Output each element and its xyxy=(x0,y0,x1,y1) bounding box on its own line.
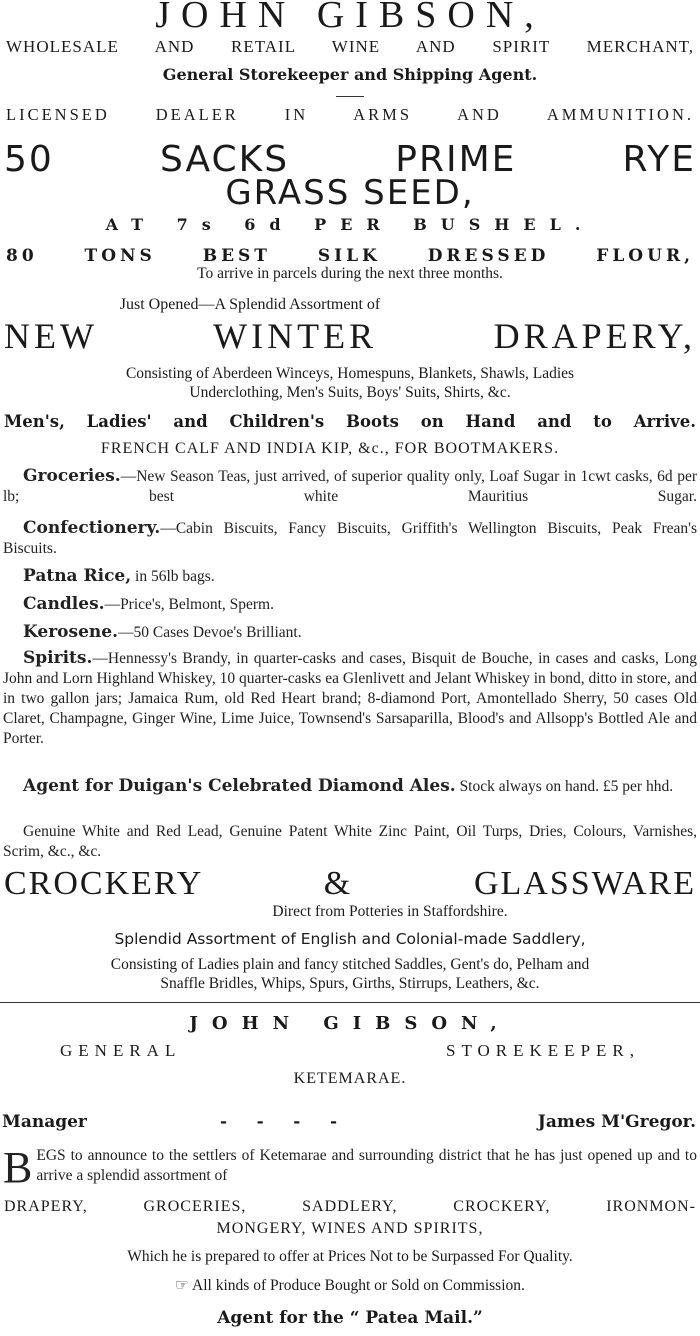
saddlery-desc-1: Consisting of Ladies plain and fancy stitched Saddles, Gent's do, Pelham and xyxy=(110,956,590,973)
paint-paragraph xyxy=(3,822,697,862)
begs-text: EGS to announce to the settlers of Ketemarae and surrounding district that he has just opened up and to arrive a splendid assortment of xyxy=(36,1147,697,1184)
rice-paragraph xyxy=(3,566,697,587)
drapery-title: NEW WINTER DRAPERY, xyxy=(4,316,696,356)
second-role: GENERAL STOREKEEPER, xyxy=(60,1041,640,1060)
manager-dashes: - - - - xyxy=(220,1112,337,1132)
groceries-text: —New Season Teas, just arrived, of superior quality only, Loaf Sugar in 1cwt casks, 6d per lb; best white Mauritius Sugar. xyxy=(3,468,697,505)
seed-headline-2: GRASS SEED, xyxy=(225,173,475,213)
merchant-name: JOHN GIBSON, xyxy=(155,0,545,36)
drapery-intro: Just Opened—A Splendid Assortment of xyxy=(119,296,381,313)
candles-paragraph xyxy=(3,594,697,615)
second-place: KETEMARAE. xyxy=(293,1070,407,1087)
drapery-desc-2: Underclothing, Men's Suits, Boys' Suits, Shirts, &c. xyxy=(189,384,511,401)
candles-lead: Candles. xyxy=(23,594,105,614)
boots-line: Men's, Ladies' and Children's Boots on Hand and to Arrive. xyxy=(4,412,696,431)
goods-line-1: DRAPERY, GROCERIES, SADDLERY, CROCKERY, IRONMON- xyxy=(4,1198,696,1215)
calf-line: FRENCH CALF AND INDIA KIP, &c., FOR BOOTMAKERS. xyxy=(100,440,560,457)
manager-line xyxy=(0,1110,700,1136)
patea-agent-line: Agent for the “ Patea Mail.” xyxy=(217,1308,483,1328)
arrival-note: To arrive in parcels during the next three months. xyxy=(197,265,503,282)
crockery-subtitle: Direct from Potteries in Staffordshire. xyxy=(272,903,508,920)
groceries-lead: Groceries. xyxy=(23,466,121,486)
saddlery-line: Splendid Assortment of English and Colonial-made Saddlery, xyxy=(114,930,586,948)
rice-lead: Patna Rice, xyxy=(23,566,132,586)
confectionery-lead: Confectionery. xyxy=(23,518,161,538)
divider xyxy=(336,96,364,97)
saddlery-desc-2: Snaffle Bridles, Whips, Spurs, Girths, Stirrups, Leathers, &c. xyxy=(160,975,540,992)
produce-line xyxy=(0,1274,700,1297)
merchant-trade-2: General Storekeeper and Shipping Agent. xyxy=(162,65,538,84)
agent-lead: Agent for Duigan's Celebrated Diamond Ales. xyxy=(23,776,456,796)
pointing-hand-icon: ☞ xyxy=(175,1276,190,1294)
merchant-trade: WHOLESALE AND RETAIL WINE AND SPIRIT MERCHANT, xyxy=(6,37,694,56)
kerosene-paragraph xyxy=(3,622,697,643)
kerosene-lead: Kerosene. xyxy=(23,622,118,642)
crockery-title: CROCKERY & GLASSWARE xyxy=(4,865,696,902)
confectionery-text: —Cabin Biscuits, Fancy Biscuits, Griffith's Wellington Biscuits, Peak Frean's Biscuits. xyxy=(3,520,697,557)
section-divider xyxy=(0,1002,700,1003)
second-name: JOHN GIBSON, xyxy=(189,1013,511,1034)
seed-headline-1: 50 SACKS PRIME RYE xyxy=(4,139,696,180)
flour-line: 80 TONS BEST SILK DRESSED FLOUR, xyxy=(6,246,694,266)
manager-name: James M'Gregor. xyxy=(537,1112,696,1132)
agent-paragraph xyxy=(3,776,697,797)
confectionery-paragraph xyxy=(3,518,697,559)
spirits-paragraph xyxy=(3,648,697,749)
produce-text: All kinds of Produce Bought or Sold on Commission. xyxy=(192,1277,525,1294)
spirits-lead: Spirits. xyxy=(23,648,93,668)
seed-price: AT 7s 6d PER BUSHEL. xyxy=(105,215,595,234)
drop-cap: B xyxy=(3,1143,33,1192)
candles-text: —Price's, Belmont, Sperm. xyxy=(104,596,274,613)
groceries-paragraph xyxy=(3,466,697,507)
rice-text: in 56lb bags. xyxy=(131,568,215,585)
goods-line-2: MONGERY, WINES AND SPIRITS, xyxy=(216,1220,484,1237)
kerosene-text: —50 Cases Devoe's Brilliant. xyxy=(118,624,302,641)
manager-label: Manager xyxy=(2,1112,87,1132)
paint-text: Genuine White and Red Lead, Genuine Patent White Zinc Paint, Oil Turps, Dries, Colours, Varnishes, Scrim, &c., &c. xyxy=(3,823,697,860)
spirits-text: —Hennessy's Brandy, in quarter-casks and cases, Bisquit de Bouche, in cases and casks, Long John and Lorn Highland Whiskey, 10 quarter-casks ea Glenlivett and Jelant Whiskey in bond, ditto in store, and in two gallon jars; Jamaica Rum, old Red Heart brand; 8-diamond Port, Amontellado Sherry, 50 cases Old Claret, Champagne, Ginger Wine, Lime Juice, Townsend's Sarsaparilla, Blood's and Allsopp's Bottled Ale and Porter. xyxy=(3,650,697,747)
licence-line: LICENSED DEALER IN ARMS AND AMMUNITION. xyxy=(6,105,694,124)
begs-paragraph xyxy=(3,1143,697,1192)
agent-text: Stock always on hand. £5 per hhd. xyxy=(455,778,674,795)
prices-line: Which he is prepared to offer at Prices Not to be Surpassed For Quality. xyxy=(127,1248,573,1265)
drapery-desc-1: Consisting of Aberdeen Winceys, Homespuns, Blankets, Shawls, Ladies xyxy=(125,365,575,382)
